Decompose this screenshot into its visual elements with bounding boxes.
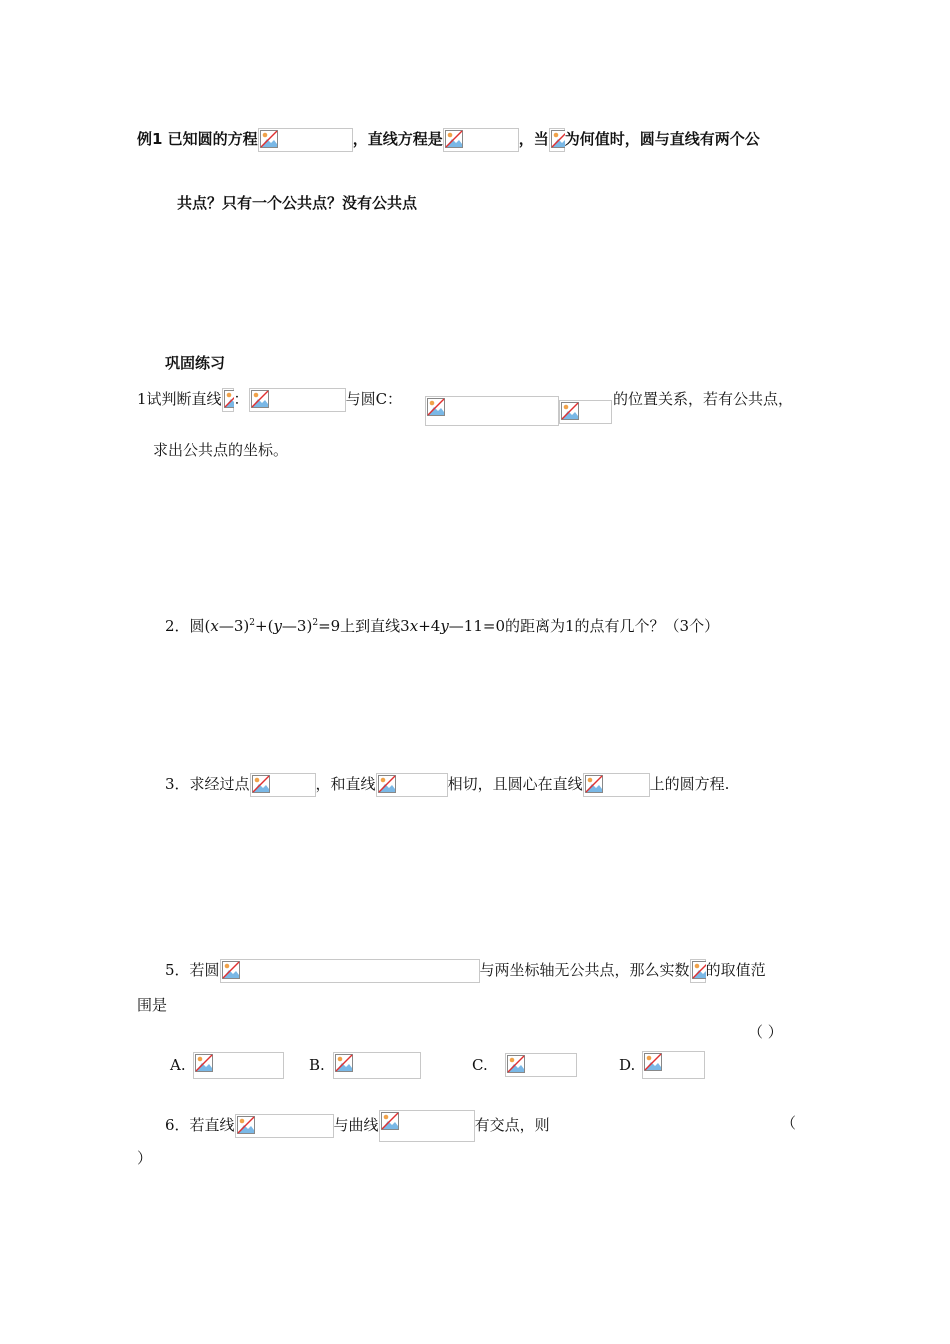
formula-image [559, 400, 612, 424]
formula-image [193, 1052, 284, 1079]
example-text: 已知圆的方程 [167, 130, 258, 148]
formula-image [250, 773, 316, 797]
question-text: —11=0的距离为1的点有几个？（3个） [448, 617, 720, 635]
question-text: 有交点，则 [474, 1116, 550, 1134]
question-text: 与曲线 [333, 1116, 379, 1134]
broken-image-icon [252, 775, 270, 793]
question-text: 相切，且圆心在直线 [447, 775, 583, 793]
question-5-line-2: 围是 [137, 996, 168, 1014]
formula-image [235, 1114, 334, 1138]
formula-image [376, 773, 448, 797]
question-text: ，和直线 [315, 775, 376, 793]
formula-image [583, 773, 650, 797]
broken-image-icon [551, 130, 565, 148]
question-text: 1试判断直线 [137, 390, 222, 408]
formula-image [379, 1110, 475, 1142]
var-x: x [210, 617, 219, 635]
question-3 [165, 771, 729, 797]
formula-image [690, 959, 706, 983]
formula-image [222, 388, 234, 412]
question-text: 与圆C： [345, 390, 403, 408]
broken-image-icon [222, 961, 240, 979]
broken-image-icon [237, 1116, 255, 1134]
question-text: +4 [418, 617, 441, 635]
option-label: C. [472, 1056, 488, 1074]
example-text: 为何值时，圆与直线有两个公 [564, 130, 760, 148]
option-label: D. [619, 1056, 636, 1074]
formula-image [549, 128, 565, 152]
broken-image-icon [585, 775, 603, 793]
example-1-line-1 [137, 126, 760, 152]
broken-image-icon [692, 961, 706, 979]
formula-image [425, 396, 559, 426]
exponent: 2 [312, 618, 319, 628]
broken-image-icon [260, 130, 278, 148]
formula-image [443, 128, 519, 152]
broken-image-icon [224, 390, 234, 408]
formula-image [642, 1051, 705, 1079]
question-text: 6．若直线 [165, 1116, 235, 1134]
question-text: 2．圆( [165, 617, 211, 635]
exponent: 2 [249, 618, 256, 628]
answer-paren-open: （ [781, 1114, 797, 1132]
broken-image-icon [195, 1054, 213, 1072]
question-text: 上的圆方程. [649, 775, 730, 793]
example-1-line-2: 共点？只有一个公共点？没有公共点 [177, 194, 418, 212]
option-d [619, 1052, 635, 1078]
question-text: =9上到直线3 [318, 617, 410, 635]
question-text: ： [233, 390, 249, 408]
formula-image [333, 1052, 421, 1079]
option-b [309, 1052, 325, 1078]
broken-image-icon [335, 1054, 353, 1072]
broken-image-icon [381, 1112, 399, 1130]
question-2 [165, 610, 719, 639]
question-text: +( [255, 617, 274, 635]
example-text: ，直线方程是 [352, 130, 443, 148]
question-text: 3．求经过点 [165, 775, 250, 793]
broken-image-icon [445, 130, 463, 148]
formula-image [220, 959, 480, 983]
question-5-line-1 [165, 957, 766, 983]
formula-image [249, 388, 346, 412]
formula-image [505, 1053, 577, 1077]
var-y: y [273, 617, 282, 635]
option-label: A. [170, 1056, 186, 1074]
option-c [472, 1052, 488, 1078]
question-1-line-1 [137, 386, 402, 412]
option-label: B. [309, 1056, 325, 1074]
broken-image-icon [378, 775, 396, 793]
example-label: 例1 [137, 130, 163, 148]
broken-image-icon [427, 398, 445, 416]
question-6 [165, 1110, 550, 1142]
question-text: —3) [281, 617, 313, 635]
var-y: y [440, 617, 449, 635]
var-x: x [409, 617, 419, 635]
answer-parentheses: （ ） [748, 1023, 783, 1041]
example-text: ，当 [518, 130, 549, 148]
question-text: —3) [218, 617, 250, 635]
broken-image-icon [644, 1053, 662, 1071]
question-text: 与两坐标轴无公共点，那么实数 [479, 961, 690, 979]
broken-image-icon [507, 1055, 525, 1073]
broken-image-icon [561, 402, 579, 420]
formula-image [258, 128, 353, 152]
option-a [170, 1052, 186, 1078]
question-text: 的取值范 [705, 961, 766, 979]
broken-image-icon [251, 390, 269, 408]
question-text: 5．若圆 [165, 961, 220, 979]
section-title: 巩固练习 [165, 354, 226, 372]
question-1-text-tail: 的位置关系，若有公共点， [613, 390, 794, 408]
question-1-line-2: 求出公共点的坐标。 [153, 441, 289, 459]
answer-paren-close: ） [137, 1149, 153, 1167]
